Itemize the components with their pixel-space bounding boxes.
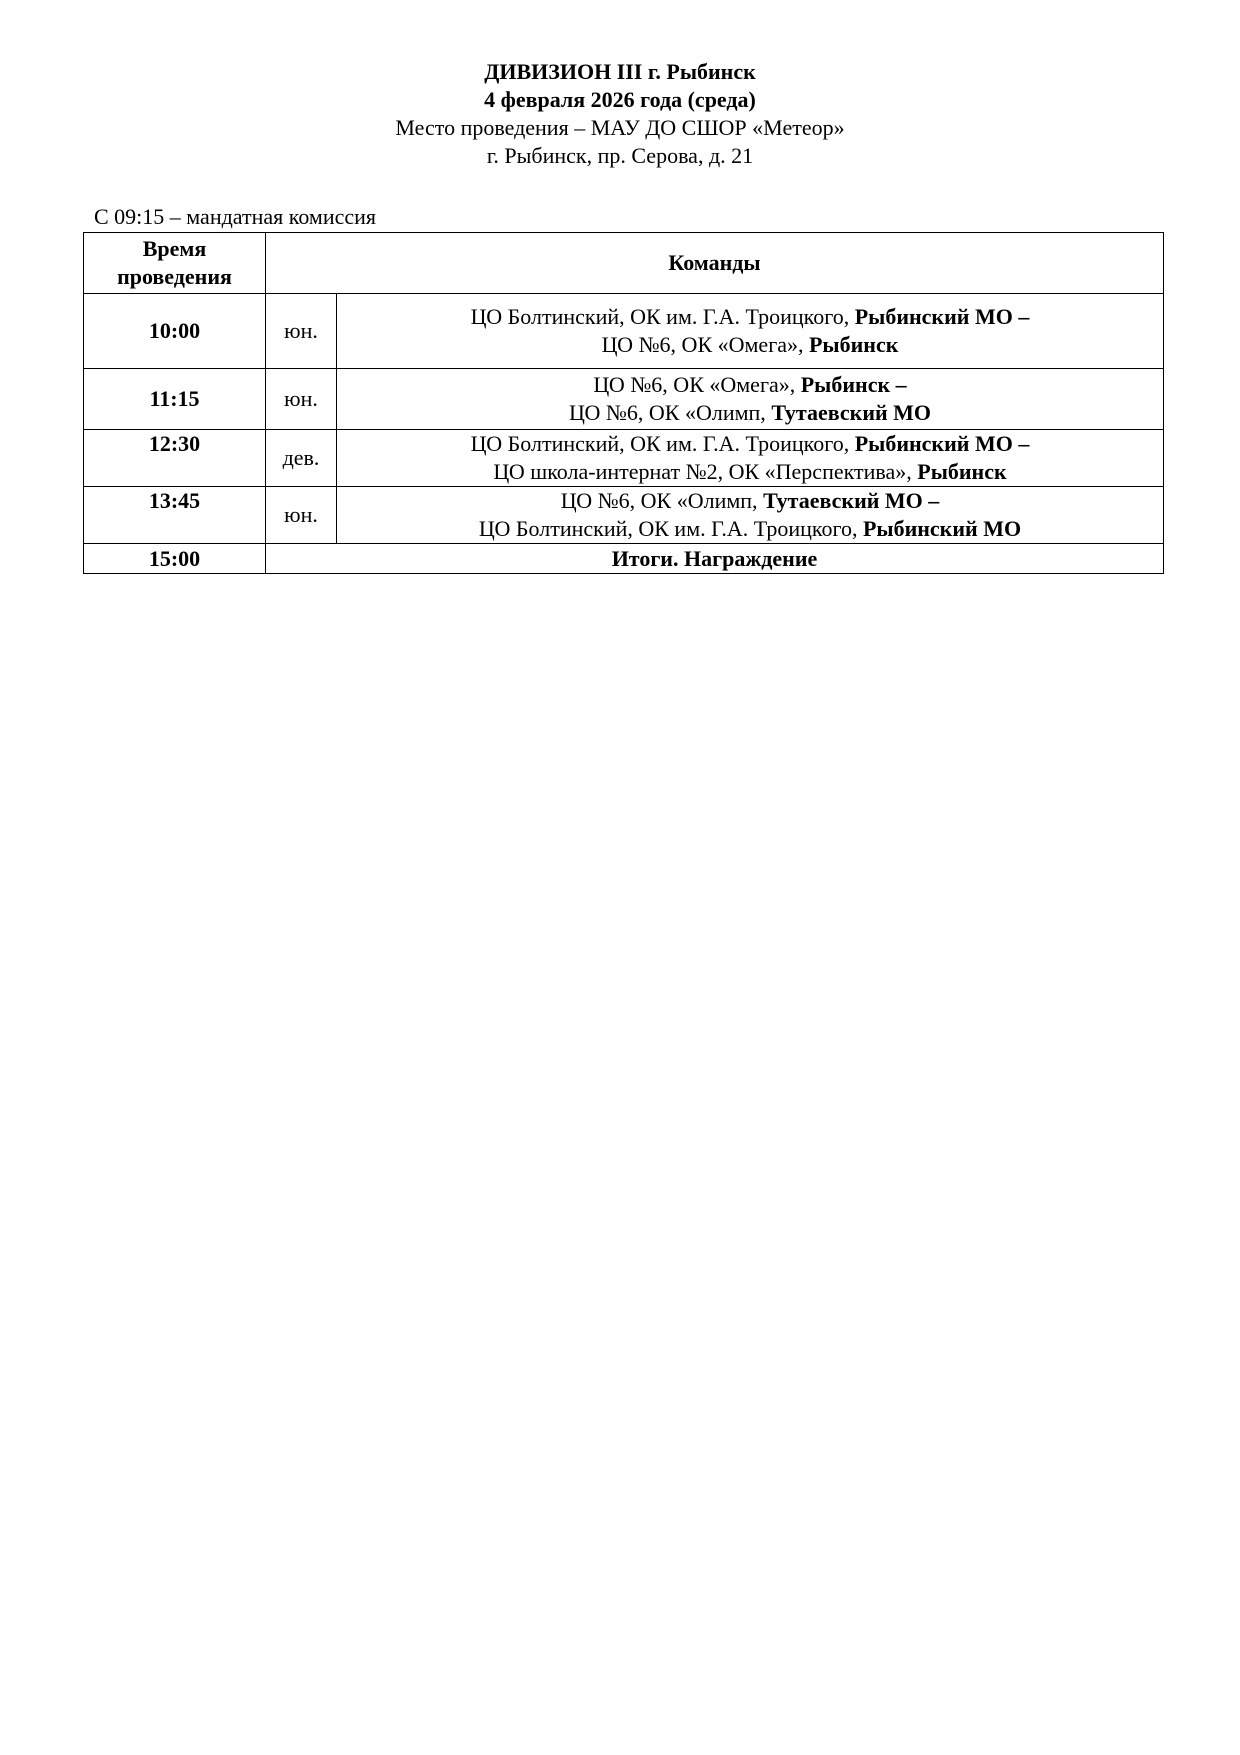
team-home-name: ЦО Болтинский, ОК им. Г.А. Троицкого, bbox=[470, 304, 855, 329]
team-away-region: Рыбинск bbox=[808, 332, 899, 357]
event-date: 4 февраля 2026 года (среда) bbox=[484, 87, 756, 112]
team-away-region: Тутаевский МО bbox=[771, 400, 932, 425]
team-away-name: ЦО №6, ОК «Олимп, bbox=[568, 400, 772, 425]
match-time: 12:30 bbox=[84, 430, 266, 487]
team-away bbox=[337, 515, 1163, 543]
match-teams bbox=[337, 487, 1164, 544]
table-row bbox=[84, 369, 1164, 430]
team-home-region: Рыбинский МО – bbox=[854, 304, 1030, 329]
registration-note: С 09:15 – мандатная комиссия bbox=[94, 204, 377, 229]
team-away-region: Рыбинск bbox=[917, 459, 1007, 484]
match-category: юн. bbox=[266, 294, 337, 369]
match-category: дев. bbox=[266, 430, 337, 487]
team-away bbox=[337, 399, 1163, 427]
team-home-name: ЦО №6, ОК «Олимп, bbox=[560, 488, 764, 513]
document-title: ДИВИЗИОН III г. Рыбинск bbox=[484, 59, 756, 84]
team-home-region: Тутаевский МО – bbox=[763, 488, 940, 513]
team-away-name: ЦО Болтинский, ОК им. Г.А. Троицкого, bbox=[478, 516, 863, 541]
team-home-region: Рыбинский МО – bbox=[854, 431, 1030, 456]
match-category: юн. bbox=[266, 487, 337, 544]
team-home-name: ЦО №6, ОК «Омега», bbox=[593, 372, 801, 397]
team-home-name: ЦО Болтинский, ОК им. Г.А. Троицкого, bbox=[470, 431, 855, 456]
match-time: 11:15 bbox=[84, 369, 266, 430]
team-home bbox=[337, 303, 1163, 331]
team-home bbox=[337, 371, 1163, 399]
schedule-table bbox=[83, 232, 1164, 574]
table-header-row bbox=[84, 233, 1164, 294]
team-home bbox=[337, 487, 1163, 515]
match-teams bbox=[337, 369, 1164, 430]
final-time: 15:00 bbox=[84, 544, 266, 574]
team-away bbox=[337, 331, 1163, 359]
match-teams bbox=[337, 294, 1164, 369]
match-category: юн. bbox=[266, 369, 337, 430]
team-away-name: ЦО №6, ОК «Омега», bbox=[601, 332, 809, 357]
venue: Место проведения – МАУ ДО СШОР «Метеор» bbox=[395, 115, 845, 140]
table-row-final bbox=[84, 544, 1164, 574]
table-row bbox=[84, 294, 1164, 369]
team-home-region: Рыбинск – bbox=[800, 372, 907, 397]
table-row bbox=[84, 430, 1164, 487]
header-time-line2: проведения bbox=[117, 264, 232, 289]
table-row bbox=[84, 487, 1164, 544]
header-time bbox=[84, 233, 266, 294]
final-label: Итоги. Награждение bbox=[266, 544, 1164, 574]
team-away-region: Рыбинский МО bbox=[862, 516, 1022, 541]
header-time-line1: Время bbox=[142, 236, 207, 261]
team-home bbox=[337, 430, 1163, 458]
match-teams bbox=[337, 430, 1164, 487]
match-time: 13:45 bbox=[84, 487, 266, 544]
match-time: 10:00 bbox=[84, 294, 266, 369]
document-header bbox=[0, 58, 1240, 170]
team-away-name: ЦО школа-интернат №2, ОК «Перспектива», bbox=[493, 459, 918, 484]
header-teams: Команды bbox=[266, 233, 1164, 294]
team-away bbox=[337, 458, 1163, 486]
address: г. Рыбинск, пр. Серова, д. 21 bbox=[486, 143, 754, 168]
